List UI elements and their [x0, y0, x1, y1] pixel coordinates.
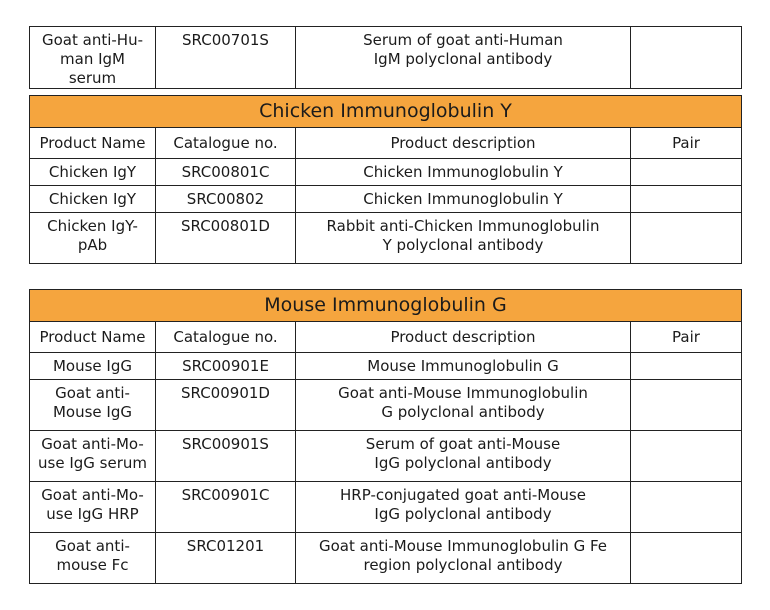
column-header-description: Product description	[296, 322, 631, 353]
product-name-cell: Chicken IgY	[30, 186, 156, 213]
product-description-cell: Chicken Immunoglobulin Y	[296, 186, 631, 213]
catalogue-no-cell: SRC00701S	[156, 27, 296, 89]
product-name-cell: Goat anti-Mo- use IgG HRP	[30, 482, 156, 533]
column-header-catalogue-no: Catalogue no.	[156, 322, 296, 353]
catalogue-no-cell: SRC00901S	[156, 431, 296, 482]
catalogue-no-cell: SRC00801C	[156, 159, 296, 186]
catalogue-no-cell: SRC00802	[156, 186, 296, 213]
table-row	[30, 186, 742, 213]
header-row	[30, 322, 742, 353]
product-description-cell: Rabbit anti-Chicken Immunoglobulin Y polyclonal antibody	[296, 213, 631, 264]
top-product-table	[29, 26, 742, 89]
product-description-cell: Chicken Immunoglobulin Y	[296, 159, 631, 186]
table-row	[30, 533, 742, 584]
product-name-cell: Goat anti- mouse Fc	[30, 533, 156, 584]
product-name-cell: Chicken IgY- pAb	[30, 213, 156, 264]
product-description-cell: Goat anti-Mouse Immunoglobulin G Fe region polyclonal antibody	[296, 533, 631, 584]
column-header-description: Product description	[296, 128, 631, 159]
product-description-cell: Serum of goat anti-Human IgM polyclonal antibody	[296, 27, 631, 89]
pair-cell	[631, 482, 742, 533]
chicken-igy-table	[29, 95, 742, 264]
product-name-cell: Goat anti- Mouse IgG	[30, 380, 156, 431]
column-header-catalogue-no: Catalogue no.	[156, 128, 296, 159]
pair-cell	[631, 186, 742, 213]
section-title: Mouse Immunoglobulin G	[30, 290, 742, 322]
mouse-igg-table	[29, 289, 742, 584]
product-name-cell: Goat anti-Hu- man IgM serum	[30, 27, 156, 89]
column-header-pair: Pair	[631, 322, 742, 353]
table-row	[30, 431, 742, 482]
product-description-cell: Serum of goat anti-Mouse IgG polyclonal antibody	[296, 431, 631, 482]
catalogue-no-cell: SRC01201	[156, 533, 296, 584]
product-description-cell: HRP-conjugated goat anti-Mouse IgG polyclonal antibody	[296, 482, 631, 533]
product-name-cell: Mouse IgG	[30, 353, 156, 380]
header-row	[30, 128, 742, 159]
pair-cell	[631, 213, 742, 264]
table-row	[30, 213, 742, 264]
pair-cell	[631, 533, 742, 584]
table-row	[30, 159, 742, 186]
column-header-pair: Pair	[631, 128, 742, 159]
table-row	[30, 482, 742, 533]
product-name-cell: Chicken IgY	[30, 159, 156, 186]
pair-cell	[631, 431, 742, 482]
catalogue-no-cell: SRC00901E	[156, 353, 296, 380]
column-header-product-name: Product Name	[30, 128, 156, 159]
catalogue-no-cell: SRC00801D	[156, 213, 296, 264]
pair-cell	[631, 380, 742, 431]
product-description-cell: Goat anti-Mouse Immunoglobulin G polyclonal antibody	[296, 380, 631, 431]
table-row	[30, 353, 742, 380]
pair-cell	[631, 27, 742, 89]
column-header-product-name: Product Name	[30, 322, 156, 353]
product-description-cell: Mouse Immunoglobulin G	[296, 353, 631, 380]
section-title: Chicken Immunoglobulin Y	[30, 96, 742, 128]
table-row	[30, 380, 742, 431]
catalogue-no-cell: SRC00901D	[156, 380, 296, 431]
pair-cell	[631, 353, 742, 380]
product-name-cell: Goat anti-Mo- use IgG serum	[30, 431, 156, 482]
catalogue-no-cell: SRC00901C	[156, 482, 296, 533]
pair-cell	[631, 159, 742, 186]
table-row	[30, 27, 742, 89]
